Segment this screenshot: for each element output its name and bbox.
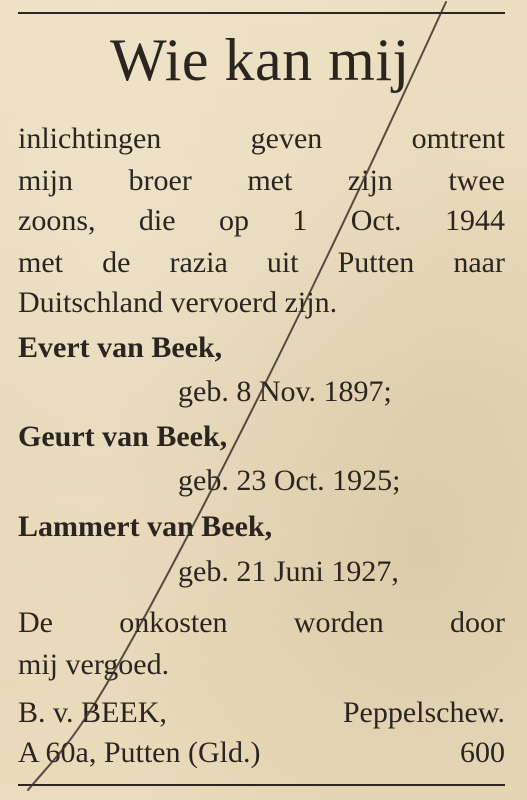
word: die [138, 204, 176, 237]
person-name: Geurt van Beek, [18, 420, 228, 453]
signature-name: B. v. BEEK, [18, 696, 167, 729]
word: 1944 [444, 204, 505, 237]
word: inlichtingen [18, 122, 162, 155]
signature-street: Peppelschew. [342, 696, 505, 729]
word: op [218, 204, 249, 237]
word: met [247, 164, 293, 197]
word: omtrent [411, 122, 505, 155]
intro-line-2 [18, 166, 505, 196]
person-birth: geb. 21 Juni 1927, [178, 555, 399, 588]
word: met [18, 246, 63, 279]
intro-line-1 [18, 124, 505, 154]
advert-heading: Wie kan mij [110, 27, 410, 93]
word: twee [448, 164, 505, 197]
word: zoons, [18, 204, 96, 237]
word: Putten [337, 246, 415, 279]
signature-line-2 [18, 738, 505, 768]
word: door [450, 606, 505, 639]
person-birth: geb. 8 Nov. 1897; [178, 375, 392, 408]
intro-line-3 [18, 206, 505, 236]
word: naar [453, 246, 505, 279]
word: geven [250, 122, 323, 155]
signature-line-1 [18, 698, 505, 728]
person-name: Lammert van Beek, [18, 510, 273, 543]
word: mijn [18, 164, 74, 197]
word: uit [266, 246, 299, 279]
intro-line-5: Duitschland vervoerd zijn. [18, 286, 338, 319]
word: worden [293, 606, 384, 639]
costs-line-2: mij vergoed. [18, 648, 170, 681]
signature-address: A 60a, Putten (Gld.) [18, 736, 261, 769]
word: de [102, 246, 131, 279]
word: onkosten [119, 606, 228, 639]
top-rule [18, 12, 505, 14]
word: Oct. [350, 204, 402, 237]
word: broer [128, 164, 192, 197]
person-birth: geb. 23 Oct. 1925; [178, 464, 401, 497]
word: zijn [347, 164, 393, 197]
word: De [18, 606, 53, 639]
intro-line-4 [18, 248, 505, 278]
word: 1 [292, 204, 308, 237]
word: razia [169, 246, 228, 279]
costs-line-1 [18, 608, 505, 638]
bottom-rule [18, 784, 505, 786]
ad-number: 600 [460, 736, 505, 769]
person-name: Evert van Beek, [18, 331, 223, 364]
